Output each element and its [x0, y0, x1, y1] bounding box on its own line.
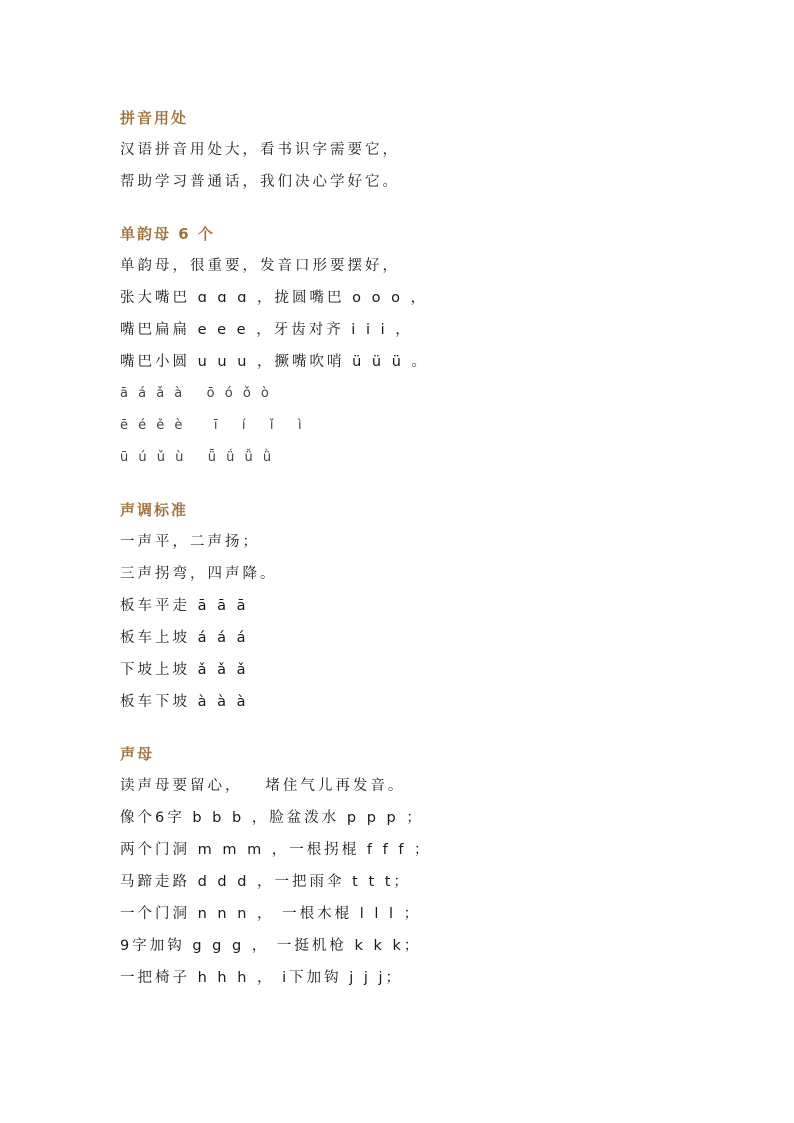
text-line: 像个6字 b b b ，脸盆泼水 p p p ；: [120, 810, 424, 826]
text-line: 嘴巴扁扁 e e e ，牙齿对齐 i i i ，: [120, 322, 413, 338]
text-line: 板车上坡 á á á: [120, 630, 249, 646]
text-line: 三声拐弯，四声降。: [120, 566, 278, 582]
tone-line: ā á ǎ à ō ó ǒ ò: [120, 386, 272, 401]
section-heading: 拼音用处: [120, 109, 189, 127]
text-line: 帮助学习普通话，我们决心学好它。: [120, 174, 400, 190]
text-line: 一个门洞 n n n ， 一根木棍 l l l ；: [120, 906, 422, 922]
text-line: 张大嘴巴 ɑ ɑ ɑ ，拢圆嘴巴 o o o ，: [120, 290, 429, 306]
section-initials: [120, 744, 740, 994]
text-line: 板车平走 ā ā ā: [120, 598, 249, 614]
tone-line: ē é ě è ī í ǐ ì: [120, 418, 305, 433]
section-heading: 声母: [120, 745, 155, 763]
text-line: 下坡上坡 ǎ ǎ ǎ: [120, 662, 249, 678]
section-tones: [120, 500, 740, 718]
document-page: [120, 108, 740, 1020]
text-line: 嘴巴小圆 u u u ，撅嘴吹哨 ü ü ü 。: [120, 354, 430, 370]
section-pinyin-usage: [120, 108, 740, 198]
section-heading: 单韵母 6 个: [120, 225, 215, 243]
text-line: 一把椅子 h h h ， i下加钩 j j j；: [120, 970, 404, 986]
text-line: 板车下坡 à à à: [120, 694, 249, 710]
text-line: 两个门洞 m m m ，一根拐棍 f f f ；: [120, 842, 432, 858]
tone-line: ū ú ǔ ù ǖ ǘ ǚ ǜ: [120, 450, 275, 465]
text-line: 马蹄走路 d d d ，一把雨伞 t t t；: [120, 874, 411, 890]
text-line: 9字加钩 g g g ， 一挺机枪 k k k；: [120, 938, 422, 954]
section-heading: 声调标准: [120, 501, 189, 519]
text-line: 单韵母，很重要，发音口形要摆好，: [120, 258, 400, 274]
text-line: 一声平，二声扬；: [120, 534, 260, 550]
text-line: 汉语拼音用处大，看书识字需要它，: [120, 142, 400, 158]
section-single-finals: [120, 224, 740, 474]
text-line: 读声母要留心， 堵住气儿再发音。: [120, 778, 406, 794]
